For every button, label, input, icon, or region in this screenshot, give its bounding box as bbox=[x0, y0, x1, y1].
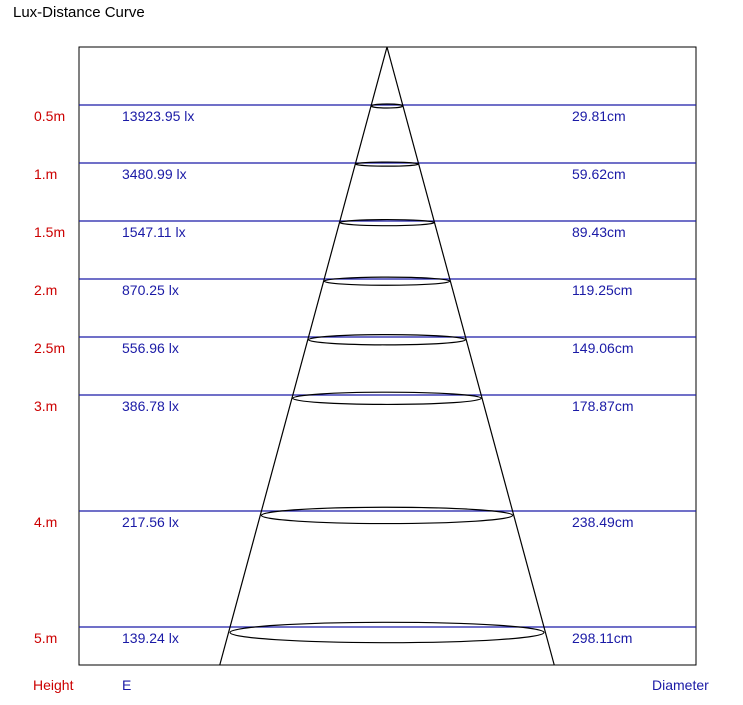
lux-value-label: 217.56 lx bbox=[122, 514, 179, 530]
height-label: 1.5m bbox=[34, 224, 66, 240]
beam-ellipse bbox=[309, 335, 466, 345]
chart-title: Lux-Distance Curve bbox=[13, 4, 145, 21]
lux-value-label: 139.24 lx bbox=[122, 630, 179, 646]
height-label: 2.5m bbox=[34, 340, 66, 356]
cone-right-edge bbox=[387, 47, 554, 665]
height-label: 3.m bbox=[34, 398, 58, 414]
rows-layer bbox=[34, 105, 696, 646]
lux-value-label: 556.96 lx bbox=[122, 340, 179, 356]
cone-layer bbox=[220, 47, 554, 665]
lux-value-label: 3480.99 lx bbox=[122, 166, 187, 182]
height-label: 5.m bbox=[34, 630, 58, 646]
height-axis-label: Height bbox=[33, 677, 74, 693]
height-label: 4.m bbox=[34, 514, 58, 530]
height-label: 1.m bbox=[34, 166, 58, 182]
diameter-value-label: 298.11cm bbox=[572, 630, 633, 646]
diameter-axis-label: Diameter bbox=[652, 677, 709, 693]
beam-ellipse bbox=[371, 104, 402, 108]
beam-ellipse bbox=[261, 507, 512, 523]
beam-ellipse bbox=[293, 392, 481, 404]
lux-value-label: 1547.11 lx bbox=[122, 224, 186, 240]
chart-frame bbox=[79, 47, 696, 665]
cone-left-edge bbox=[220, 47, 387, 665]
diameter-value-label: 29.81cm bbox=[572, 108, 626, 124]
height-label: 0.5m bbox=[34, 108, 66, 124]
beam-ellipse bbox=[230, 622, 544, 642]
diameter-value-label: 89.43cm bbox=[572, 224, 626, 240]
diameter-value-label: 178.87cm bbox=[572, 398, 634, 414]
beam-ellipse bbox=[324, 277, 450, 285]
lux-axis-label: E bbox=[122, 677, 132, 693]
diameter-value-label: 119.25cm bbox=[572, 282, 633, 298]
lux-value-label: 870.25 lx bbox=[122, 282, 179, 298]
lux-value-label: 13923.95 lx bbox=[122, 108, 195, 124]
diameter-value-label: 149.06cm bbox=[572, 340, 634, 356]
diameter-value-label: 59.62cm bbox=[572, 166, 626, 182]
height-label: 2.m bbox=[34, 282, 58, 298]
diameter-value-label: 238.49cm bbox=[572, 514, 634, 530]
lux-value-label: 386.78 lx bbox=[122, 398, 179, 414]
